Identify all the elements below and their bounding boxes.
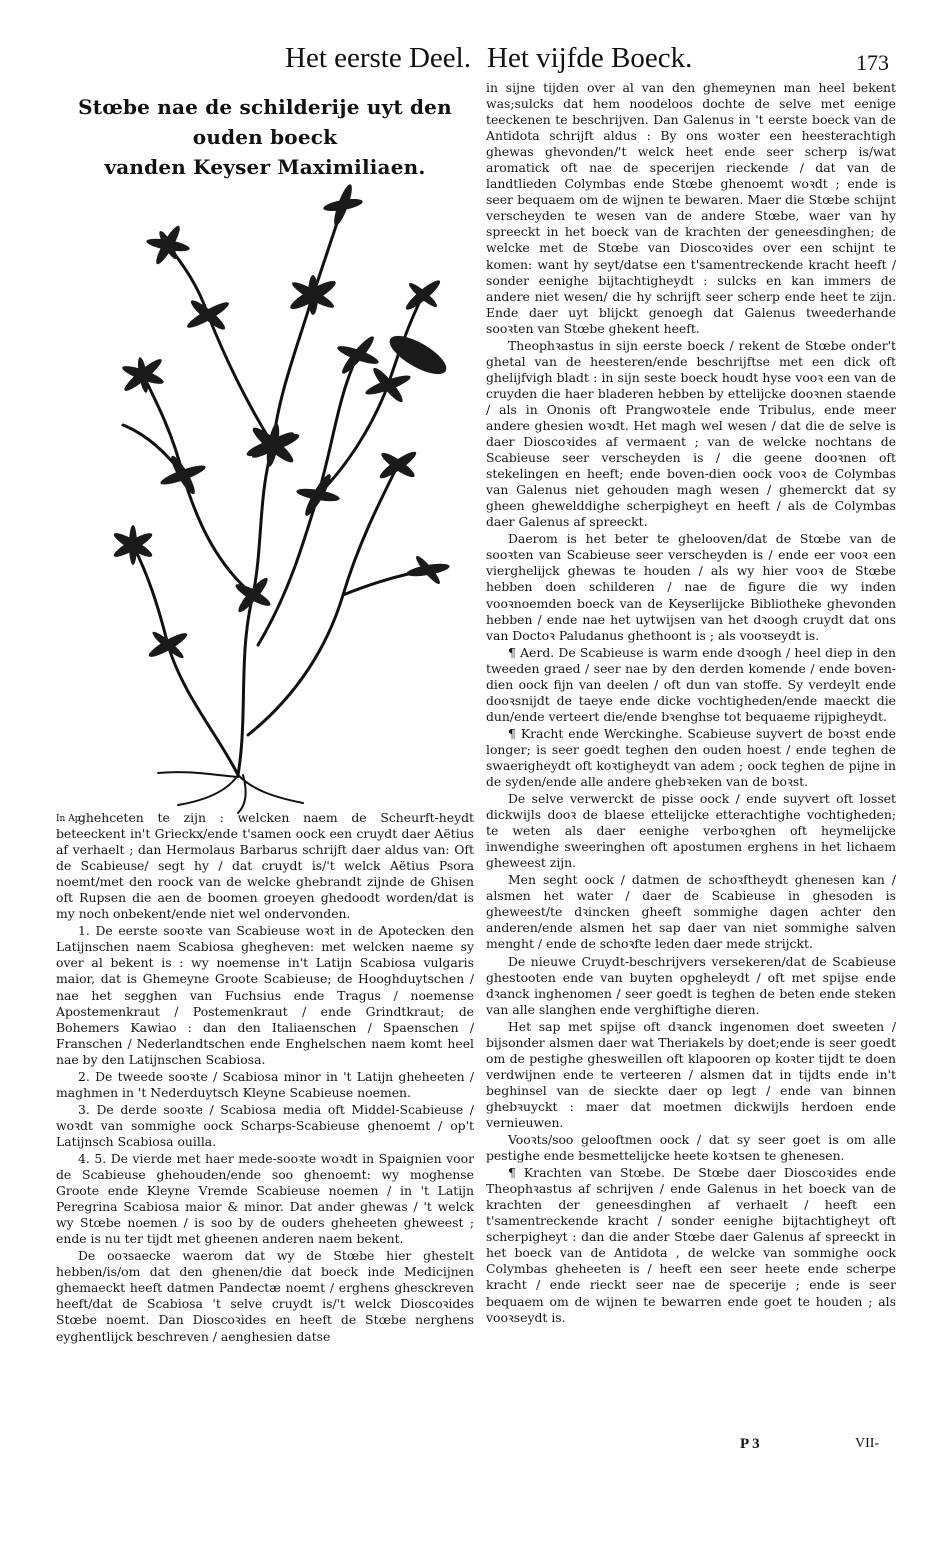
caption-line-2: vanden Keyser Maximiliaen. (104, 155, 426, 179)
right-paragraph-4: ¶ Aerd. De Scabieuse is warm ende dꝛoogh / heel diep in den tweeden graed / seer nae by den derden komende / ende boven-dien oock fijn van deelen / oft dun van stoffe. Sy verdeylt ende dooꝛsnijdt de taeye ende dicke vochtigheden/ende maeckt die dun/ende verteert die/ende bꝛenghse tot bequaeme rijpigheydt. (486, 644, 896, 724)
right-paragraph-11: ¶ Krachten van Stœbe. De Stœbe daer Dioscoꝛides ende Theophꝛastus af schrijven / ende Galenus in het boeck van de krachten der geneesdinghen af verhaelt / heeft een t'samentreckende kracht / sonder eenighe bijtachtigheyt oft scherpigheyt : dan die ander Stœbe daer Galenus af spreeckt in het boeck van de Antidota , de welcke van sommighe oock Colymbas gheheeten is / heeft een seer heete ende scherpe kracht / ende rieckt seer nae de specerije ; ende is seer bequaem om de wijnen te bewarren ende goet te houden ; als vooꝛseydt is. (486, 1165, 896, 1325)
page-number: 173 (856, 50, 889, 75)
running-head-left: Het eerste Deel. (285, 42, 471, 74)
left-text-column (56, 810, 474, 1430)
right-paragraph-7: Men seght oock / datmen de schoꝛftheydt ghenesen kan / alsmen het water / daer de Scabieuse in ghesoden is gheweest/te dꝛincken gheeft sommighe dagen achter den anderen/ende alsmen het sap daer van niet sommighe salven menght / ende de schoꝛfte leden daer mede strijckt. (486, 872, 896, 952)
right-paragraph-3: Daerom is het beter te ghelooven/dat de Stœbe van de sooꝛten van Scabieuse seer verscheyden is / ende eer vooꝛ een vierghelijck ghewas te houden / als wy hier vooꝛ de Stœbe hebben doen schilderen / nae de figure die wy inden vooꝛnoemden boeck van de Keyserlijcke Bibliotheke ghevonden hebben / ende nae het uytwijsen van het dꝛoogh cruydt dat ons van Doctoꝛ Paludanus ghethoont is ; als vooꝛseydt is. (486, 531, 896, 643)
right-paragraph-1: in sijne tijden over al van den ghemeynen man heel bekent was;sulcks dat hem noodeloos dochte de selve met eenige teeckenen te beschrijven. Dan Galenus in 't eerste boeck van de Antidota schrijft aldus : By ons woꝛter een heesterachtigh ghewas ghevonden/'t welck heet ende seer scherp is/wat aromatick oft nae de specerijen rieckende / dat van de landtlieden Colymbas ende Stœbe ghenoemt woꝛdt ; ende is seer bequaem om de wijnen te bewaren. Maer die Stœbe schijnt verscheyden te wesen van de andere Stœbe, waer van hy spreeckt in het boeck van de krachten der geneesdinghen; de welcke met de Stœbe van Dioscoꝛides over een schijnt te komen: want hy seyt/datse een t'samentreckende kracht heeft / sonder eenighe bijtachtigheydt : sulcks en kan immers de andere niet wesen/ die hy schrijft seer scherp ende heet te zijn. Ende daer uyt blijckt genoegh dat Galenus tweederhande sooꝛten van Stœbe ghekent heeft. (486, 80, 896, 336)
left-paragraph-4: 3. De derde sooꝛte / Scabiosa media oft Middel-Scabieuse / woꝛdt van sommighe oock Scharps-Scabieuse ghenoemt / op't Latijnsch Scabiosa ouilla. (56, 1101, 474, 1149)
caption-line-1: Stœbe nae de schilderije uyt den ouden boeck (78, 95, 452, 149)
right-text-column (486, 80, 896, 1426)
left-paragraph-1: ghehceten te zijn : welcken naem de Scheurft-heydt beteeckent in't Grieckx/ende t'samen oock een cruydt daer Aëtius af verhaelt ; dan Hermolaus Barbarus schrijft daer aldus van: Oft de Scabieuse/ segt hy / dat cruydt is/'t welck Aëtius Psora noemt/met den roock van de welcke ghebrandt zijnde de Ghisen oft Rupsen die aen de boomen groeyen ghedoodt worden/dat is my noch onbekent/ende niet wel ondervonden. (56, 810, 474, 922)
right-paragraph-2: Theophꝛastus in sijn eerste boeck / rekent de Stœbe onder't ghetal van de heesteren/ende beschrijftse met een dick oft ghelijfvigh bladt : in sijn seste boeck houdt hyse vooꝛ een van de cruyden die haer bladeren hebben by ettelijcke dooꝛnen staende / als in Ononis oft Prangwoꝛtele ende Tribulus, ende meer andere ghesien woꝛdt. Het magh wel wesen / dat die de selve is daer Dioscoꝛides af vermaent ; van de welcke nochtans de Scabieuse seer verscheyden is / die geene dooꝛnen oft stekelingen en heeft; ende boven-dien oock vooꝛ de Colymbas van Galenus niet gehouden magh wesen / ghemerckt dat sy gheen ghewelddighe scherpigheyt en heeft / als de Colymbas daer Galenus af spreeckt. (486, 337, 896, 530)
signature-mark: P 3 (740, 1436, 760, 1452)
right-paragraph-10: Vooꝛts/soo gelooftmen oock / dat sy seer goet is om alle pestighe ende besmettelijcke heete koꝛtsen te ghenesen. (486, 1132, 896, 1164)
left-paragraph-2: 1. De eerste sooꝛte van Scabieuse woꝛt in de Apotecken den Latijnschen naem Scabiosa ghegheven: met welcken naeme sy over al bekent is : wy noemense in't Latijn Scabiosa vulgaris maior, dat is Ghemeyne Groote Scabieuse; de Hooghduytschen / nae het segghen van Fuchsius ende Tragus / noemense Apostemenkraut / Postemenkraut / ende Grindtkraut; de Bohemers Kawiao : dan den Italiaenschen / Spaenschen / Franschen / Nederlandtschen ende Enghelschen naem komt heel nae by den Latijnschen Scabiosa. (56, 923, 474, 1067)
right-paragraph-6: De selve verwerckt de pisse oock / ende suyvert oft losset dickwijls dooꝛ de blaese ettelijcke etterachtighe vochtigheden; te weten als daer eenighe verboꝛghen oft heymelijcke inwendighe sweeringhen oft apostumen erghens in het lichaem gheweest zijn. (486, 791, 896, 871)
figure-caption (60, 92, 470, 182)
right-paragraph-5: ¶ Kracht ende Werckinghe. Scabieuse suyvert de boꝛst ende longer; is seer goedt teghen den ouden hoest / ende teghen de swaerigheydt oft koꝛtigheydt van adem ; oock teghen de pijne in de syden/ende alle andere ghebꝛeken van de boꝛst. (486, 725, 896, 790)
left-paragraph-5: 4. 5. De vierde met haer mede-sooꝛte woꝛdt in Spaignien voor de Scabieuse ghehouden/ende soo ghenoemt: wy moghense Groote ende Kleyne Vremde Scabieuse noemen / in 't Latijn Peregrina Scabiosa maior & minor. Dat ander ghewas / 't welck wy Stœbe noemen / is soo by de ouders gheheeten gheweest ; ende is nu ter tijdt met gheenen anderen naem bekent. (56, 1150, 474, 1247)
running-head-right: Het vijfde Boeck. (487, 42, 693, 74)
margin-note: In Ap. (56, 814, 84, 824)
right-paragraph-8: De nieuwe Cruydt-beschrijvers versekeren/dat de Scabieuse ghestooten ende van buyten opgheleydt / oft met spijse ende dꝛanck inghenomen / seer goedt is teghen de beten ende steken van alle slanghen ende verghiftighe dieren. (486, 953, 896, 1017)
right-paragraph-9: Het sap met spijse oft dꝛanck ingenomen doet sweeten / bijsonder alsmen daer wat Theriakels by doet;ende is seer goedt om de pestighe ghesweillen oft klapooren op koꝛter tijdt te doen verdwijnen ende te verteeren / alsmen dat in tijdts ende in't beghinsel van de sieckte daer op legt / ende van binnen ghebꝛuyckt : maer dat moetmen dickwijls herdoen ende vernieuwen. (486, 1018, 896, 1130)
catchword: VII- (855, 1436, 880, 1451)
left-paragraph-3: 2. De tweede sooꝛte / Scabiosa minor in 't Latijn gheheeten / maghmen in 't Nederduytsch Kleyne Scabieuse noemen. (56, 1068, 474, 1100)
left-paragraph-6: De ooꝛsaecke waerom dat wy de Stœbe hier ghestelt hebben/is/om dat den ghenen/die dat boeck inde Medicijnen ghemaeckt heeft datmen Pandectæ noemt / erghens ghesckreven heeft/dat de Scabiosa 't selve cruydt is/'t welck Dioscoꝛides Stœbe noemt. Dan Dioscoꝛides en heeft de Stœbe nerghens eyghentlijck beschreven / aenghesien datse (56, 1248, 474, 1344)
plant-woodcut-illustration (88, 175, 468, 815)
